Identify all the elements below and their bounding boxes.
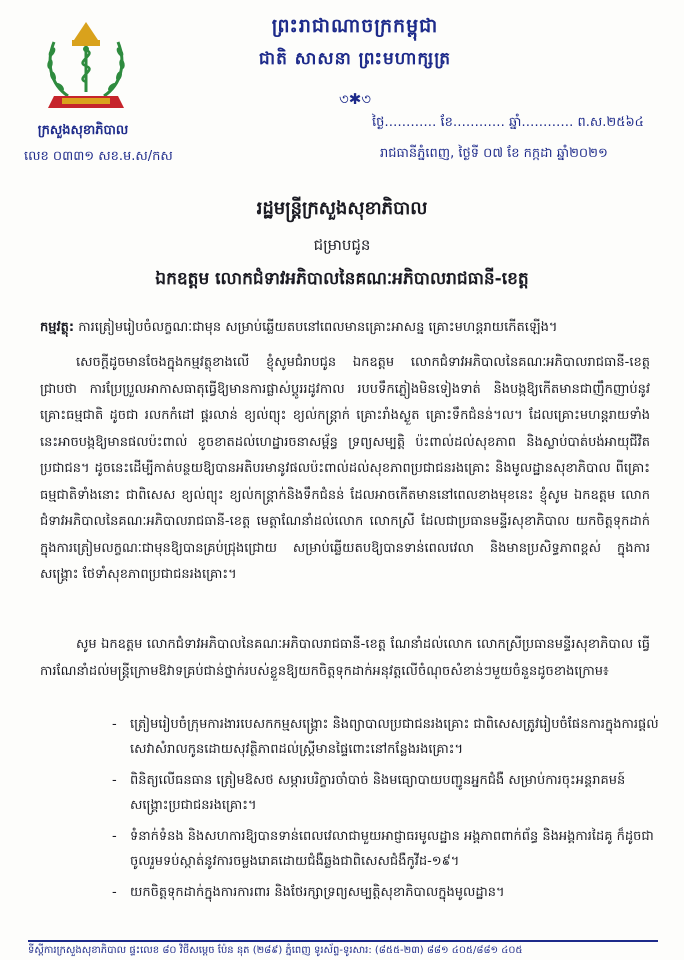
subject-text: ការត្រៀមរៀបចំលក្ខណៈជាមុន សម្រាប់ឆ្លើយតបនៅពេលមានគ្រោះអាសន្ន គ្រោះមហន្តរាយកើតឡើង។ bbox=[78, 320, 558, 335]
reference-number: លេខ ០៣៣១ សខ.ម.ស/កស bbox=[24, 149, 173, 164]
footer-address: ទីស្តីការក្រសួងសុខាភិបាល ផ្ទះលេខ ៨០ វិថីសម្ដេច ប៉ែន នុត (២៨៩) ភ្នំពេញ ទូរស័ព្ទ-ទូរសារ: (៨៥៥-២៣) ៨៨១ ៤០៥/៨៨១ ៤០៥ bbox=[28, 945, 523, 956]
national-motto: ជាតិ សាសនា ព្រះមហាក្សត្រ bbox=[258, 49, 452, 69]
list-item: - ពិនិត្យលើធនធាន ត្រៀមឱសថ សម្ភារបរិក្ខារចាំបាច់ និងមធ្យោបាយបញ្ជូនអ្នកជំងឺ សម្រាប់ការចុះអន្តរាគមន៍សង្គ្រោះប្រជាជនរងគ្រោះ។ bbox=[130, 768, 660, 818]
instruction-list bbox=[130, 712, 660, 911]
body-paragraph-2: សូម ឯកឧត្តម លោកជំទាវអភិបាលនៃគណៈអភិបាលរាជធានី-ខេត្ត ណែនាំដល់លោក លោកស្រីប្រធានមន្ទីរសុខាភិបាល ធ្វើការណែនាំដល់មន្ត្រីក្រោមឱវាទគ្រប់ជាន់ថ្នាក់របស់ខ្លួនឱ្យយកចិត្តទុកដាក់អនុវត្តលើចំណុចសំខាន់ៗមួយចំនួនដូចខាងក្រោម៖ bbox=[40, 637, 650, 679]
lunar-date: ថ្ងៃ………… ខែ………… ឆ្នាំ………… ព.ស.២៥៦៤ bbox=[372, 115, 644, 130]
ministry-name: ក្រសួងសុខាភិបាល bbox=[37, 123, 129, 138]
body-paragraph-1: សេចក្ដីដូចមានចែងក្នុងកម្មវត្ថុខាងលើ ខ្ញុំសូមជំរាបជូន ឯកឧត្តម លោកជំទាវអភិបាលនៃគណៈអភិបាលរាជធានី-ខេត្ត ជ្រាបថា ការប្រែប្រួលអាកាសធាតុធ្វើឱ្យមានការផ្លាស់ប្ដូររដូវកាល របបទឹកភ្លៀងមិនទៀងទាត់ និងបង្កឱ្យកើតមានជាញឹកញាប់នូវគ្រោះធម្មជាតិ ដូចជា រលកកំដៅ ផ្គរលាន់ ខ្យល់ព្យុះ ខ្យល់កន្ត្រាក់ គ្រោះរាំងស្ងួត គ្រោះទឹកជំនន់។ល។ ដែលគ្រោះមហន្តរាយទាំងនេះអាចបង្កឱ្យមានផលប៉ះពាល់ ខូចខាតដល់ហេដ្ឋារចនាសម្ព័ន្ធ ទ្រព្យសម្បត្តិ ប៉ះពាល់ដល់សុខភាព និងស្លាប់បាត់បង់អាយុជីវិតប្រជាជន។ ដូចនេះដើម្បីកាត់បន្ថយឱ្យបានអតិបរមានូវផលប៉ះពាល់ដល់សុខភាពប្រជាជនរងគ្រោះ និងមូលដ្ឋានសុខាភិបាល ពីគ្រោះធម្មជាតិទាំងនោះ ជាពិសេស ខ្យល់ព្យុះ ខ្យល់កន្ត្រាក់និងទឹកជំនន់ ដែលអាចកើតមាននៅពេលខាងមុខនេះ ខ្ញុំសូម ឯកឧត្តម លោកជំទាវអភិបាលនៃគណៈអភិបាលរាជធានី-ខេត្ត មេត្តាណែនាំដល់លោក លោកស្រី ដែលជាប្រធានមន្ទីរសុខាភិបាល យកចិត្តទុកដាក់ក្នុងការត្រៀមលក្ខណៈជាមុនឱ្យបានគ្រប់ជ្រុងជ្រោយ សម្រាប់ឆ្លើយតបឱ្យបានទាន់ពេលវេលា និងមានប្រសិទ្ធភាពខ្ពស់ ក្នុងការសង្គ្រោះ ថែទាំសុខភាពប្រជាជនរងគ្រោះ។ bbox=[40, 355, 650, 582]
sender-title: រដ្ឋមន្ត្រីក្រសួងសុខាភិបាល bbox=[256, 198, 428, 219]
ornament-divider: ৩✱৩ bbox=[338, 90, 372, 108]
respect-line: ជម្រាបជូន bbox=[313, 236, 371, 254]
list-item: - ទំនាក់ទំនង និងសហការឱ្យបានទាន់ពេលវេលាជាមួយអាជ្ញាធរមូលដ្ឋាន អង្គភាពពាក់ព័ន្ធ និងអង្គការដៃគូ ក៏ដូចជាចូលរួមទប់ស្កាត់នូវការចម្លងរោគដោយជំងឺឆ្លងជាពិសេសជំងឺកូវីដ-១៩។ bbox=[130, 824, 660, 874]
addressee-title: ឯកឧត្តម លោកជំទាវអភិបាលនៃគណៈអភិបាលរាជធានី-ខេត្ត bbox=[155, 269, 529, 289]
footer-divider bbox=[28, 940, 658, 942]
list-item: - ត្រៀមរៀបចំក្រុមការងារបេសកកម្មសង្គ្រោះ និងព្យាបាលប្រជាជនរងគ្រោះ ជាពិសេសត្រូវរៀបចំផែនការក្នុងការផ្ដល់សេវាសំរាលកូនដោយសុវត្ថិភាពដល់ស្ត្រីមានផ្ទៃពោះនៅកន្លែងរងគ្រោះ។ bbox=[130, 712, 660, 762]
kingdom-title: ព្រះរាជាណាចក្រកម្ពុជា bbox=[271, 15, 439, 37]
subject-line bbox=[40, 318, 650, 338]
ministry-logo-icon bbox=[40, 18, 132, 114]
solar-date: រាជធានីភ្នំពេញ, ថ្ងៃទី ០៧ ខែ កក្កដា ឆ្នាំ២០២១ bbox=[380, 146, 608, 161]
subject-label: កម្មវត្ថុ: bbox=[40, 320, 75, 335]
list-item: - យកចិត្តទុកដាក់ក្នុងការការពារ និងថែរក្សាទ្រព្យសម្បត្តិសុខាភិបាលក្នុងមូលដ្ឋាន។ bbox=[130, 880, 660, 905]
